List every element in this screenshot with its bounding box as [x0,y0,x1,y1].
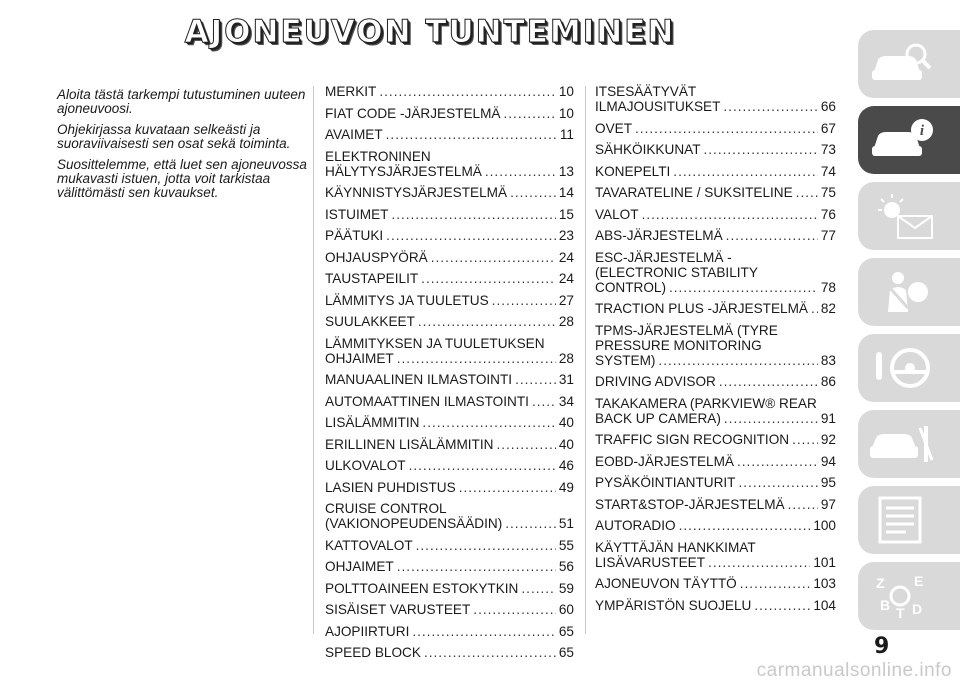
tab-car-info[interactable] [858,106,960,174]
toc-entry[interactable] [325,372,574,387]
dot-leader [485,164,556,179]
car-tools-icon [868,418,938,470]
toc-entry[interactable] [595,497,836,512]
svg-text:Z: Z [876,575,885,591]
dot-leader [459,480,556,495]
toc-entry-label: MERKIT [325,84,377,99]
toc-entry-page: 14 [558,185,574,200]
tab-maintenance[interactable] [858,410,960,478]
dot-leader [738,475,817,490]
dot-leader [424,645,556,660]
car-info-icon [868,114,938,166]
toc-entry-page: 74 [820,163,836,179]
toc-entry-label: POLTTOAINEEN ESTOKYTKIN [325,580,519,596]
toc-entry[interactable] [595,207,836,222]
dot-leader [386,127,557,142]
toc-entry[interactable] [595,432,836,447]
toc-entry-label: BACK UP CAMERA) [595,410,721,426]
dot-leader [737,454,818,469]
toc-entry[interactable] [325,458,574,473]
dot-leader [521,581,555,596]
toc-entry-label: ULKOVALOT [325,458,406,473]
toc-entry-label: OHJAIMET [325,350,394,366]
toc-entry[interactable] [325,437,574,452]
toc-entry-page: 103 [813,576,836,591]
toc-entry-label: OVET [595,120,633,136]
toc-entry-page: 10 [558,105,574,121]
toc-entry-page: 11 [559,127,574,142]
warning-light-envelope-icon [868,190,938,242]
dot-leader [673,164,818,179]
dot-leader [409,458,556,473]
dot-leader [492,293,556,308]
svg-text:T: T [896,605,905,621]
toc-entry-page: 77 [820,228,836,243]
toc-entry-label: START&STOP-JÄRJESTELMÄ [595,496,785,512]
watermark: carmanualsonline.info [756,660,952,681]
toc-entry-label: AUTOMAATTINEN ILMASTOINTI [325,393,529,409]
toc-entry-page: 27 [558,292,574,308]
page-title: AJONEUVON TUNTEMINEN [184,14,676,50]
toc-entry[interactable] [595,518,836,533]
toc-entry-label: AJOPIIRTURI [325,623,410,639]
toc-entry-page: 91 [820,410,836,426]
dot-leader [496,437,555,452]
toc-entry-label-line: TAKAKAMERA (PARKVIEW® REAR [595,395,817,411]
steering-wheel-icon [868,342,938,394]
toc-entry[interactable] [325,185,574,200]
toc-entry-label-line: CRUISE CONTROL [325,501,447,516]
toc-entry[interactable] [325,271,574,286]
dot-leader [503,106,555,121]
toc-entry-label: ISTUIMET [325,206,389,222]
toc-entry[interactable] [325,559,574,574]
toc-entry-label: EOBD-JÄRJESTELMÄ [595,453,734,469]
toc-entry[interactable] [325,645,574,660]
toc-entry[interactable] [325,127,574,142]
toc-entry-label: SPEED BLOCK [325,645,421,660]
dot-leader [658,353,817,368]
toc-entry-label: KÄYNNISTYSJÄRJESTELMÄ [325,185,508,200]
dot-leader [397,559,556,574]
document-list-icon [868,494,938,546]
toc-entry-label: VALOT [595,206,639,222]
toc-entry-page: 73 [820,142,836,157]
intro-paragraph: Ohjekirjassa kuvataan selkeästi ja suoraviivaisesti sen osat sekä toiminta. [57,122,291,151]
toc-entry[interactable] [595,540,836,570]
svg-text:E: E [914,573,924,589]
toc-entry[interactable] [595,323,836,368]
toc-entry-page: 13 [558,163,574,179]
toc-entry-page: 56 [558,559,574,574]
toc-entry-label-line: PRESSURE MONITORING [595,337,762,353]
toc-entry[interactable] [595,475,836,490]
toc-column-1 [325,84,574,667]
dot-leader [379,84,556,99]
toc-entry-page: 49 [558,479,574,495]
toc-entry[interactable] [595,250,836,295]
toc-entry-page: 10 [558,84,574,99]
toc-entry-label: MANUAALINEN ILMASTOINTI [325,372,513,387]
dot-leader [740,576,811,591]
toc-entry-label: TAUSTAPEILIT [325,271,419,286]
toc-entry-page: 95 [820,475,836,490]
svg-text:i: i [919,123,925,139]
dot-leader [719,374,818,389]
toc-entry-label-line: LÄMMITYKSEN JA TUULETUKSEN [325,335,545,351]
toc-entry-page: 46 [558,458,574,473]
toc-entry[interactable] [595,84,836,114]
column-divider [313,86,314,634]
toc-entry[interactable] [325,106,574,121]
svg-text:B: B [880,597,891,613]
toc-entry[interactable] [595,228,836,243]
toc-entry-page: 65 [558,623,574,639]
dot-leader [386,228,556,243]
toc-entry[interactable] [595,301,836,316]
toc-entry-label: TRACTION PLUS -JÄRJESTELMÄ [595,301,808,316]
toc-entry-label: YMPÄRISTÖN SUOJELU [595,597,752,613]
toc-entry-label-line: ESC-JÄRJESTELMÄ - [595,249,732,265]
dot-leader [532,394,556,409]
toc-entry-page: 101 [813,554,836,570]
toc-entry-page: 83 [820,352,836,368]
toc-entry[interactable] [325,314,574,329]
toc-entry-label: CONTROL) [595,279,666,295]
toc-entry-label: SÄHKÖIKKUNAT [595,142,701,157]
toc-entry-label: LASIEN PUHDISTUS [325,479,456,495]
dot-leader [505,516,556,531]
toc-entry[interactable] [325,394,574,409]
dot-leader [412,624,556,639]
tab-car-magnifier[interactable] [858,30,960,98]
toc-entry-label: KONEPELTI [595,163,671,179]
svg-text:D: D [912,601,923,617]
dot-leader [473,602,556,617]
toc-entry-page: 24 [558,271,574,286]
column-divider [585,86,586,634]
toc-entry-page: 31 [558,372,574,387]
toc-entry-page: 97 [820,496,836,512]
toc-entry-label: LÄMMITYS JA TUULETUS [325,292,489,308]
dot-leader [635,121,818,136]
toc-entry-label-line: ITSESÄÄTYVÄT [595,84,697,99]
toc-entry[interactable] [325,84,574,99]
toc-entry[interactable] [595,142,836,157]
toc-entry-label-line: KÄYTTÄJÄN HANKKIMAT [595,539,756,555]
toc-entry[interactable] [325,501,574,531]
dot-leader [391,207,555,222]
toc-entry-page: 59 [558,580,574,596]
toc-entry[interactable] [325,250,574,265]
toc-entry[interactable] [595,454,836,469]
toc-entry[interactable] [595,121,836,136]
toc-entry[interactable] [595,576,836,591]
toc-entry-page: 40 [558,436,574,452]
toc-entry[interactable] [325,228,574,243]
toc-entry-page: 28 [558,314,574,329]
toc-entry[interactable] [595,374,836,389]
dot-leader [792,432,818,447]
intro-text [57,88,313,207]
toc-entry[interactable] [595,598,836,613]
car-magnifier-icon [868,38,938,90]
toc-entry-page: 94 [820,453,836,469]
toc-entry-page: 75 [820,185,836,200]
toc-entry-page: 67 [820,120,836,136]
toc-entry-page: 76 [820,206,836,222]
tab-technical-data[interactable] [858,486,960,554]
toc-entry-label: SYSTEM) [595,352,656,368]
dot-leader [796,185,818,200]
tab-warning-lights[interactable] [858,182,960,250]
toc-entry-page: 92 [820,432,836,447]
toc-entry-label: PYSÄKÖINTIANTURIT [595,475,736,490]
intro-paragraph: Aloita tästä tarkempi tutustuminen uuteen ajoneuvoosi. [57,87,306,116]
toc-entry-label-line: ELEKTRONINEN [325,148,431,164]
toc-entry[interactable] [325,293,574,308]
tab-safety[interactable] [858,258,960,326]
toc-entry-label: LISÄVARUSTEET [595,554,706,570]
dot-leader [397,351,556,366]
tab-index[interactable] [858,562,960,630]
toc-entry[interactable] [325,581,574,596]
toc-entry-label: ILMAJOUSITUKSET [595,99,721,114]
dot-leader [724,411,818,426]
toc-entry-label: TAVARATELINE / SUKSITELINE [595,185,793,200]
toc-entry[interactable] [325,415,574,430]
dot-leader [754,598,810,613]
toc-entry[interactable] [325,538,574,553]
toc-entry-page: 78 [820,279,836,295]
intro-paragraph: Suosittelemme, että luet sen ajoneuvossa mukavasti istuen, jotta voit tarkistaa välittömästi sen kuvaukset. [57,157,307,200]
toc-entry-page: 86 [820,374,836,389]
seatbelt-airbag-icon [868,266,938,318]
toc-column-2 [595,84,836,619]
toc-entry-label: TRAFFIC SIGN RECOGNITION [595,432,790,447]
page-number: 9 [874,634,890,659]
toc-entry[interactable] [595,396,836,426]
toc-entry-page: 34 [558,393,574,409]
dot-leader [421,271,556,286]
toc-entry-label: AUTORADIO [595,518,676,533]
dot-leader [669,280,818,295]
toc-entry-label-line: (ELECTRONIC STABILITY [595,264,758,280]
toc-entry[interactable] [325,480,574,495]
toc-entry-label: (VAKIONOPEUDENSÄÄDIN) [325,516,503,531]
toc-entry-label: PÄÄTUKI [325,228,384,243]
dot-leader [416,538,556,553]
dot-leader [704,142,818,157]
dot-leader [679,518,811,533]
toc-entry-page: 82 [820,301,836,316]
dot-leader [726,228,818,243]
toc-entry-label: SUULAKKEET [325,314,415,329]
toc-entry-label: HÄLYTYSJÄRJESTELMÄ [325,163,482,179]
dot-leader [515,372,556,387]
toc-entry-page: 15 [558,206,574,222]
toc-entry[interactable] [325,624,574,639]
toc-entry[interactable] [595,164,836,179]
toc-entry-label: FIAT CODE -JÄRJESTELMÄ [325,105,501,121]
toc-entry-label: SISÄISET VARUSTEET [325,602,471,617]
toc-entry-page: 24 [558,249,574,265]
toc-entry-label: OHJAUSPYÖRÄ [325,249,428,265]
chapter-tabs [858,30,960,638]
toc-entry-label: KATTOVALOT [325,537,413,553]
dot-leader [642,207,818,222]
toc-entry[interactable] [325,207,574,222]
toc-entry-label-line: TPMS-JÄRJESTELMÄ (TYRE [595,322,778,338]
dot-leader [723,99,817,114]
toc-entry-label: AJONEUVON TÄYTTÖ [595,576,737,591]
toc-entry-page: 104 [813,597,836,613]
toc-entry-label: OHJAIMET [325,559,394,574]
toc-entry-page: 40 [558,415,574,430]
toc-entry-label: ERILLINEN LISÄLÄMMITIN [325,436,494,452]
dot-leader [811,301,818,316]
dot-leader [418,314,556,329]
toc-entry-page: 28 [558,350,574,366]
dot-leader [422,415,555,430]
toc-entry-label: ABS-JÄRJESTELMÄ [595,228,723,243]
toc-entry-page: 65 [558,645,574,660]
toc-entry-label: DRIVING ADVISOR [595,374,716,389]
toc-entry[interactable] [595,185,836,200]
toc-entry-label: AVAIMET [325,127,383,142]
dot-leader [708,555,810,570]
tab-starting-driving[interactable] [858,334,960,402]
toc-entry-label: LISÄLÄMMITIN [325,415,420,430]
dot-leader [788,497,818,512]
toc-entry-page: 23 [558,228,574,243]
toc-entry-page: 100 [813,518,836,533]
dot-leader [510,185,556,200]
toc-entry[interactable] [325,602,574,617]
toc-entry-page: 55 [558,537,574,553]
dot-leader [431,250,556,265]
toc-entry[interactable] [325,149,574,179]
toc-entry-page: 66 [820,99,836,114]
toc-entry-page: 51 [558,516,574,531]
toc-entry-page: 60 [558,602,574,617]
alphabet-index-icon [868,570,938,622]
toc-entry[interactable] [325,336,574,366]
